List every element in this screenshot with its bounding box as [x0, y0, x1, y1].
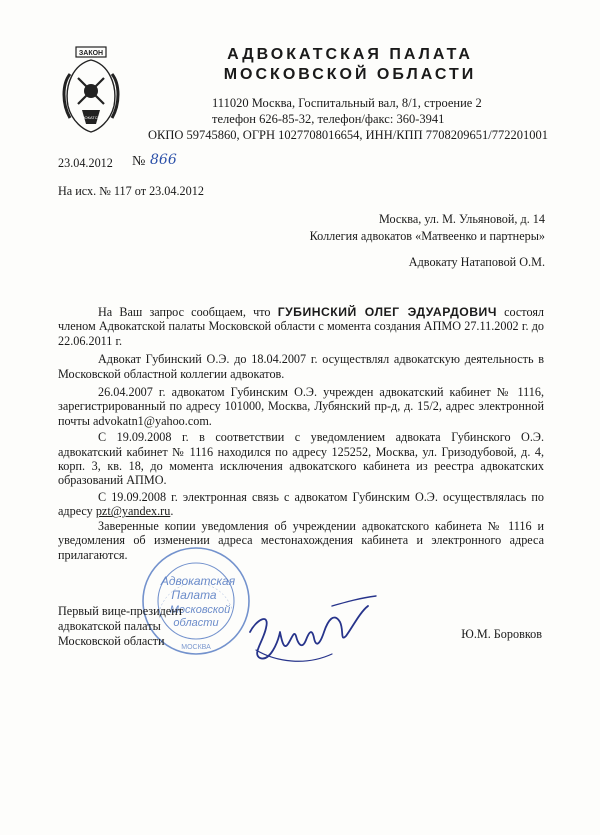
- org-address: 111020 Москва, Госпитальный вал, 8/1, строение 2: [212, 96, 482, 110]
- svg-text:ЗАКОН: ЗАКОН: [78, 50, 104, 57]
- org-name-line1: АДВОКАТСКАЯ ПАЛАТА: [227, 46, 473, 63]
- recipient-address: Москва, ул. М. Ульяновой, д. 14: [379, 212, 545, 226]
- reference-line: На исх. № 117 от 23.04.2012: [58, 184, 204, 198]
- letter-body: [58, 305, 544, 519]
- svg-text:Адвокатская: Адвокатская: [160, 574, 236, 588]
- signatory-title-1: Первый вице-президент: [58, 604, 184, 618]
- svg-text:Палата: Палата: [171, 588, 217, 602]
- paragraph-membership: На Ваш запрос сообщаем, что ГУБИНСКИЙ ОЛЕГ ЭДУАРДОВИЧ состоял членом Адвокатской палаты Московской области с момента создания АПМО 27.11.2002 г. до 22.06.2011 г.: [58, 305, 545, 348]
- subject-name: ГУБИНСКИЙ ОЛЕГ ЭДУАРДОВИЧ: [277, 305, 497, 319]
- org-codes: ОКПО 59745860, ОГРН 1027708016654, ИНН/КПП 7708209651/772201001: [148, 128, 548, 142]
- letter-number-handwritten: 866: [150, 152, 177, 168]
- svg-text:МОСКВА: МОСКВА: [181, 644, 211, 651]
- org-name-line2: МОСКОВСКОЙ ОБЛАСТИ: [223, 66, 477, 83]
- email-link[interactable]: pzt@yandex.ru: [95, 504, 171, 519]
- signatory-title-2: адвокатской палаты: [58, 619, 161, 633]
- paragraph-attachments: Заверенные копии уведомления об учреждении адвокатского кабинета № 1116 и уведомления об изменении адреса местонахождения кабинета и электронного адреса прилагаются.: [58, 519, 544, 562]
- svg-text:области: области: [173, 617, 219, 629]
- paragraph-office-founded: 26.04.2007 г. адвокатом Губинским О.Э. учрежден адвокатский кабинет № 1116, зарегистрированный по адресу 101000, Москва, Лубянский пр-д, д. 15/2, адрес электронной почты advokatn1@yahoo.com.: [58, 385, 544, 428]
- paragraph-activity: Адвокат Губинский О.Э. до 18.04.2007 г. осуществлял адвокатскую деятельность в Московской областной коллегии адвокатов.: [58, 352, 544, 381]
- svg-text:Московской: Московской: [169, 604, 231, 616]
- recipient-person: Адвокату Натаповой О.М.: [408, 255, 545, 269]
- svg-text:АДВОКАТСКАЯ: АДВОКАТСКАЯ: [76, 115, 106, 120]
- letter-date: 23.04.2012: [58, 156, 113, 170]
- letter-number-label: №: [132, 154, 146, 169]
- recipient-organization: Коллегия адвокатов «Матвеенко и партнеры»: [309, 229, 545, 243]
- paragraph-email: С 19.09.2008 г. электронная связь с адвокатом Губинским О.Э. осуществлялась по адресу pzt@yandex.ru.: [58, 489, 544, 519]
- handwritten-signature: [236, 592, 396, 670]
- chamber-emblem-logo: [56, 44, 126, 136]
- signatory-name: Ю.М. Боровков: [461, 627, 542, 641]
- signatory-title-3: Московской области: [58, 634, 165, 648]
- attachments-note: [58, 519, 544, 562]
- paragraph-address-change: С 19.09.2008 г. в соответствии с уведомлением адвоката Губинского О.Э. адвокатский кабинет № 1116 находился по адресу 125252, Москва, ул. Гризодубовой, д. 4, корп. 3, кв. 18, до момента исключения адвокатского кабинета из реестра адвокатских образований АПМО.: [58, 430, 544, 488]
- org-phone: телефон 626-85-32, телефон/факс: 360-3941: [212, 112, 445, 126]
